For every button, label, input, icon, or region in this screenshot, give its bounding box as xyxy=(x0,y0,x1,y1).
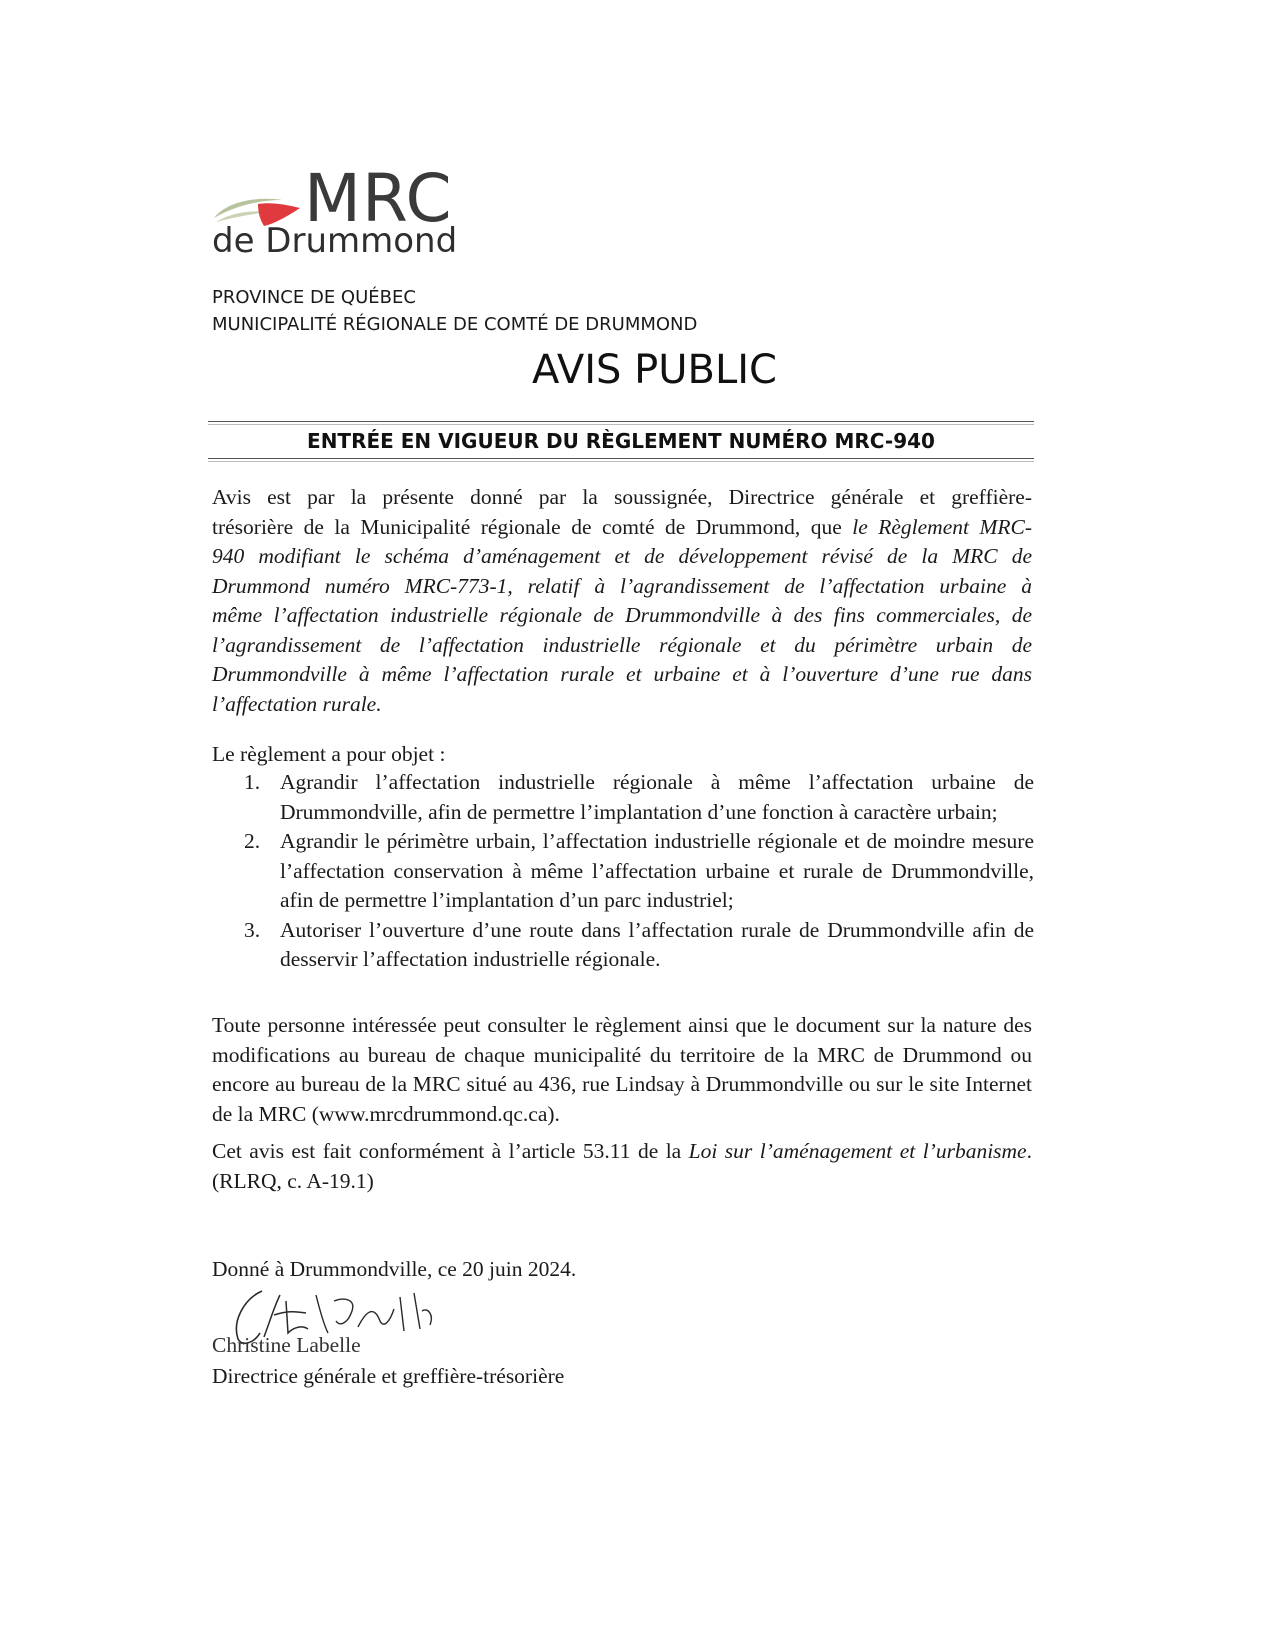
divider xyxy=(208,458,1034,459)
signature-date: Donné à Drummondville, ce 20 juin 2024. xyxy=(212,1257,577,1281)
legal-reference-paragraph: Cet avis est fait conformément à l’article 53.11 de la Loi sur l’aménagement et l’urbanisme. (RLRQ, c. A-19.1) xyxy=(212,1139,1032,1193)
notice-subtitle: ENTRÉE EN VIGUEUR DU RÈGLEMENT NUMÉRO MRC-940 xyxy=(307,429,935,453)
paragraph-line: Drummond numéro MRC-773-1, relatif à l’agrandissement de l’affectation urbaine à xyxy=(212,573,1032,598)
consultation-paragraph: Toute personne intéressée peut consulter le règlement ainsi que le document sur la nature des modifications au bureau de chaque municipalité du territoire de la MRC de Drummond ou encore au bureau de la MRC situé au 436, rue Lindsay à Drummondville ou sur le site Internet de la MRC (www.mrcdrummond.qc.ca). xyxy=(212,1013,1032,1126)
paragraph-line: même l’affectation industrielle régionale de Drummondville à des fins commerciales, de xyxy=(212,603,1032,627)
paragraph-line: l’affectation rurale. xyxy=(212,691,382,716)
paragraph-line: Drummondville à même l’affectation rurale et urbaine et à l’ouverture d’une rue dans xyxy=(212,662,1032,686)
paragraph-line: trésorière de la Municipalité régionale de comté de Drummond, que le Règlement MRC- xyxy=(212,514,1032,539)
paragraph-line: l’agrandissement de l’affectation industrielle régionale et du périmètre urbain de xyxy=(212,632,1032,657)
paragraph-line: 940 modifiant le schéma d’aménagement et de développement révisé de la MRC de xyxy=(212,544,1032,568)
municipality-line: MUNICIPALITÉ RÉGIONALE DE COMTÉ DE DRUMMOND xyxy=(212,314,698,335)
page-title: AVIS PUBLIC xyxy=(532,347,777,393)
notice-paragraph xyxy=(212,483,1032,719)
divider xyxy=(208,424,1034,425)
signatory-name: Christine Labelle xyxy=(212,1333,361,1357)
paragraph-line: Avis est par la présente donné par la soussignée, Directrice générale et greffière- xyxy=(212,485,1032,509)
logo-brand: MRC xyxy=(304,160,453,237)
objet-list xyxy=(244,768,1034,975)
divider xyxy=(208,461,1034,462)
list-item: 1. Agrandir l’affectation industrielle régionale à même l’affectation urbaine de Drummondville, afin de permettre l’implantation d’une fonction à caractère urbain; xyxy=(244,770,1034,824)
list-item: 3. Autoriser l’ouverture d’une route dans l’affectation rurale de Drummondville afin de desservir l’affectation industrielle régionale. xyxy=(244,917,1034,971)
mrc-logo xyxy=(212,160,472,272)
divider xyxy=(208,421,1034,422)
province-header xyxy=(212,284,697,338)
list-item: 2. Agrandir le périmètre urbain, l’affectation industrielle régionale et de moindre mesure l’affectation conservation à même l’affectation urbaine et rurale de Drummondville, afin de permettre l’implantation d’un parc industriel; xyxy=(244,829,1034,912)
signatory-title: Directrice générale et greffière-trésorière xyxy=(212,1364,565,1388)
province-line: PROVINCE DE QUÉBEC xyxy=(212,287,416,308)
objet-label: Le règlement a pour objet : xyxy=(212,742,446,766)
logo-subtitle: de Drummond xyxy=(212,221,458,261)
